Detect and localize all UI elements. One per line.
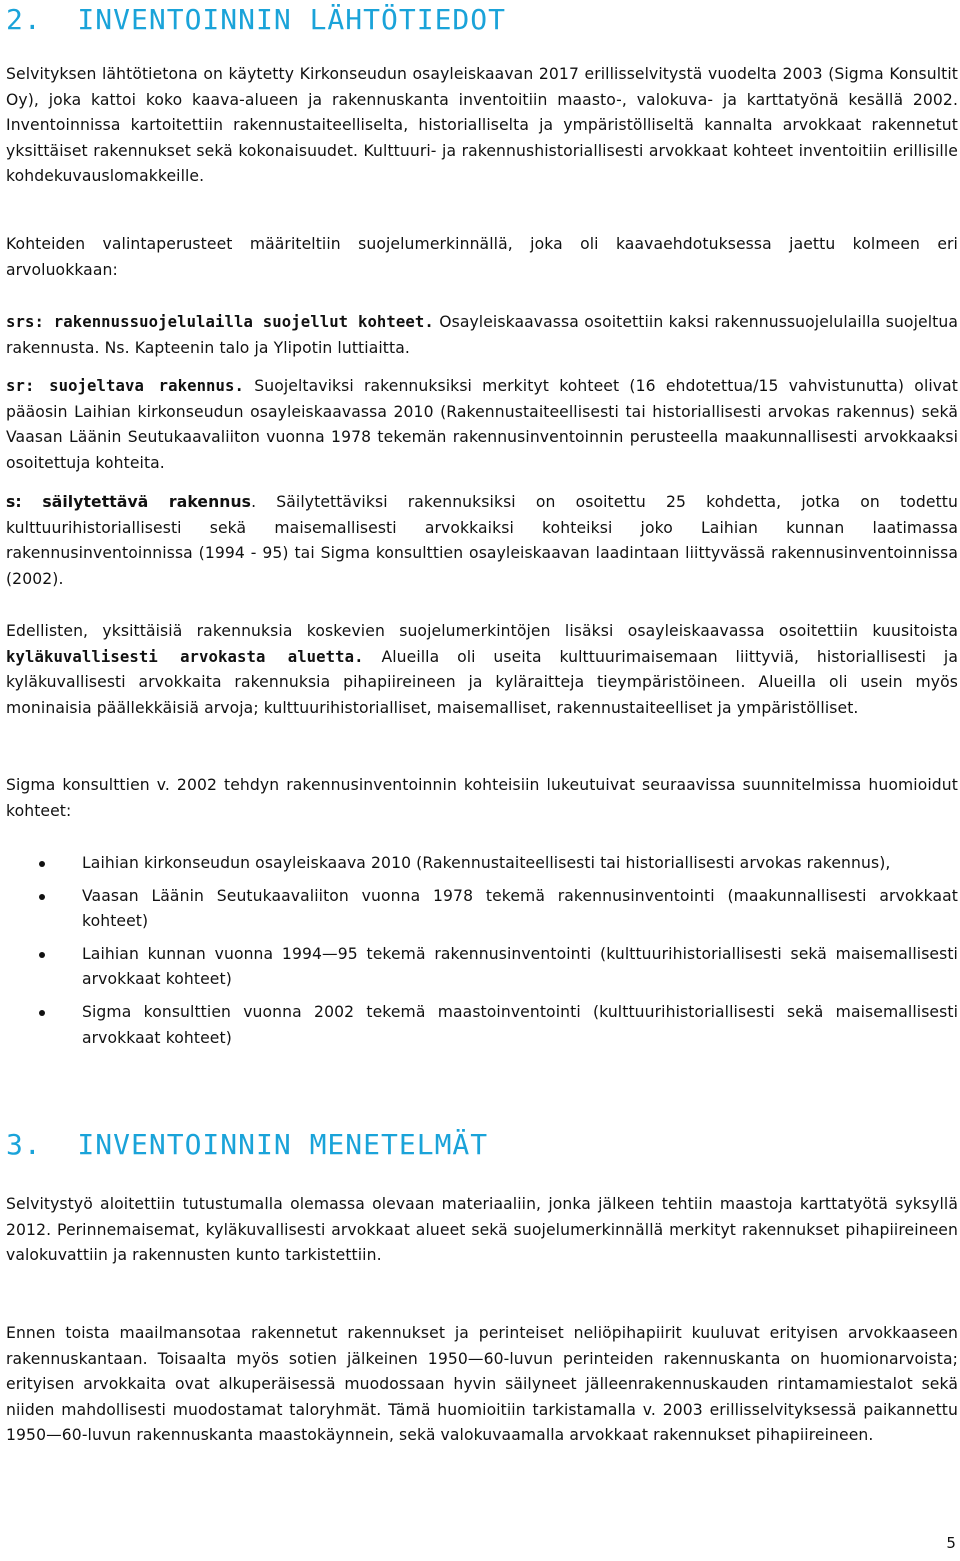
criteria-text: Kohteiden valintaperusteet määriteltiin suojelumerkinnällä, joka oli kaavaehdotuksessa jaettu kolmeen eri arvoluokkaan: [6, 235, 958, 279]
section-2-intro-paragraph [6, 62, 958, 190]
list-item: Laihian kunnan vuonna 1994—95 tekemä rakennusinventointi (kulttuurihistoriallisesti sekä maisemallisesti arvokkaat kohteet) [6, 942, 958, 993]
area-text-block [6, 619, 958, 721]
area-text-start: Edellisten, yksittäisiä rakennuksia koskevien suojelumerkintöjen lisäksi osayleiskaavassa osoitettiin kuusitoista [6, 622, 958, 640]
s-label: s: säilytettävä rakennus [6, 493, 252, 511]
srs-paragraph [6, 310, 958, 361]
building-stock-text: Ennen toista maailmansotaa rakennetut rakennukset ja perinteiset neliöpihapiirit kuuluvat erityisen arvokkaaseen rakennuskantaan. Toisaalta myös sotien jälkeinen 1950—60-luvun perinteiden rakennuskanta on huomionarvoista; erityisen arvokkaita ovat alkuperäisessä muodossaan hyvin säilyneet jälleenrakennuskauden rintamamiestalot sekä niiden mahdollisesti muodostamat taloryhmät. Tämä huomioitiin tarkistamalla v. 2003 erillisselvityksessä paikannettu 1950—60-luvun rakennuskanta maastokäynnein, sekä valokuvaamalla arvokkaat rakennukset pihapiireineen. [6, 1324, 958, 1445]
section-3-first-paragraph [6, 1192, 958, 1269]
sr-text-block [6, 374, 958, 476]
sr-label: sr: suojeltava rakennus. [6, 377, 245, 395]
plans-bullet-list [6, 851, 958, 1058]
sigma-text: Sigma konsulttien v. 2002 tehdyn rakennusinventoinnin kohteisiin lukeutuivat seuraavissa suunnitelmissa huomioidut kohteet: [6, 776, 958, 820]
srs-description: Osayleiskaavassa osoitettiin kaksi rakennussuojelulailla suojeltua rakennusta. Ns. Kapteenin talo ja Ylipotin luttiaitta. [6, 313, 958, 357]
section-2-heading: 2. INVENTOINNIN LÄHTÖTIEDOT [6, 3, 507, 36]
area-paragraph [6, 619, 958, 721]
methods-text: Selvitystyö aloitettiin tutustumalla olemassa olevaan materiaaliin, jonka jälkeen tehtiin maastoja karttatyötä syksyllä 2012. Perinnemaisemat, kyläkuvallisesti arvokkaat alueet sekä suojelumerkinnällä merkityt rakennukset pihapiireineen valokuvattiin ja rakennusten kunto tarkistettiin. [6, 1195, 958, 1265]
intro-text: Selvityksen lähtötietona on käytetty Kirkonseudun osayleiskaavan 2017 erillisselvitystä vuodelta 2003 (Sigma Konsultit Oy), joka kattoi koko kaava-alueen ja rakennuskanta inventoitiin maasto-, valokuva- ja karttatyönä kesällä 2002. Inventoinnissa kartoitettiin rakennustaiteelliselta, historialliselta ja ympäristölliseltä kannalta arvokkaat rakennetut yksittäiset rakennukset sekä kokonaisuudet. Kulttuuri- ja rakennushistoriallisesti arvokkaat kohteet inventoitiin erillisille kohdekuvauslomakkeille. [6, 65, 958, 186]
list-item: Laihian kirkonseudun osayleiskaava 2010 (Rakennustaiteellisesti tai historiallisesti arvokas rakennus), [6, 851, 958, 877]
criteria-paragraph [6, 232, 958, 283]
sr-paragraph [6, 374, 958, 476]
section-3-heading: 3. INVENTOINNIN MENETELMÄT [6, 1128, 489, 1161]
bullet-list [6, 851, 958, 1051]
s-description: . Säilytettäviksi rakennuksiksi on osoitettu 25 kohdetta, jotka on todettu kulttuurihistoriallisesti sekä maisemallisesti arvokkaiksi kohteiksi joko Laihian kunnan laatimassa rakennusinventoinnissa (1994 - 95) tai Sigma konsulttien osayleiskaavan laadintaan liittyvässä rakennusinventoinnissa (2002). [6, 493, 958, 588]
list-item: Sigma konsulttien vuonna 2002 tekemä maastoinventointi (kulttuurihistoriallisesti sekä maisemallisesti arvokkaat kohteet) [6, 1000, 958, 1051]
srs-text-block [6, 310, 958, 361]
area-text-end: Alueilla oli useita kulttuurimaisemaan liittyviä, historiallisesti ja kyläkuvallisesti arvokkaita rakennuksia pihapiireineen ja kyläraitteja tieympäristöineen. Alueilla oli usein myös moninaisia päällekkäisiä arvoja; kulttuurihistorialliset, maisemalliset, rakennustaiteelliset ja ympäristölliset. [6, 647, 958, 717]
sr-description: Suojeltaviksi rakennuksiksi merkityt kohteet (16 ehdotettua/15 vahvistunutta) olivat pääosin Laihian kirkonseudun osayleiskaavassa 2010 (Rakennustaiteellisesti tai historiallisesti arvokas rakennus) sekä Vaasan Läänin Seutukaavaliiton vuonna 1978 tekemän rakennusinventoinnin perusteella maakunnallisesti arvokkaaksi osoitettuja kohteita. [6, 377, 959, 472]
srs-label: srs: rakennussuojelulailla suojellut kohteet. [6, 313, 434, 331]
sigma-paragraph [6, 773, 958, 824]
page-number: 5 [946, 1534, 956, 1552]
list-item: Vaasan Läänin Seutukaavaliiton vuonna 1978 tekemä rakennusinventointi (maakunnallisesti arvokkaat kohteet) [6, 884, 958, 935]
area-highlight: kyläkuvallisesti arvokasta aluetta. [6, 647, 364, 666]
s-text-block [6, 490, 958, 592]
s-paragraph [6, 490, 958, 592]
section-3-second-paragraph [6, 1321, 958, 1449]
